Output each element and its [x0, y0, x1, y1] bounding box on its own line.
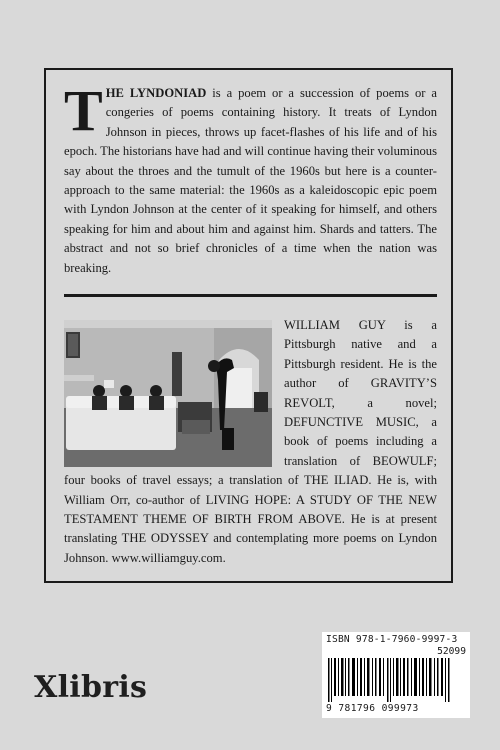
barcode-bars [326, 658, 466, 702]
book-blurb [64, 78, 437, 278]
author-bio-text: WILLIAM GUY is a Pittsburgh native and a Pittsburgh resident. He is the author of GRAVITY’S REVOLT, a novel; DEFUNCTIVE MUSIC, a book of poems including a translation of BEOWULF; four books of travel essays; a translation of THE ILIAD. He is, with William Orr, co-author of LIVING HOPE: A STUDY OF THE NEW TESTAMENT THEME OF BIRTH FROM ABOVE. He is at present translating THE ODYSSEY and contemplating more poems on Lyndon Johnson. www.williamguy.com. [64, 318, 437, 565]
book-title-lead: HE LYNDONIAD [105, 86, 207, 100]
section-divider [64, 294, 437, 297]
isbn-label: ISBN 978-1-7960-9997-3 [326, 634, 458, 645]
author-bio [64, 316, 437, 568]
photo-wrap-spacer [64, 316, 284, 468]
back-cover-panel [44, 68, 453, 583]
barcode [322, 632, 470, 718]
barcode-number: 9 781796 099973 [326, 703, 419, 714]
price-code: 52099 [437, 646, 466, 657]
drop-cap: T [64, 78, 103, 143]
publisher-logo: Xlibris [34, 670, 148, 705]
blurb-text: is a poem or a succession of poems or a congeries of poems containing history. It treats of Lyndon Johnson in pieces, throws up facet-flashes of his life and of his epoch. The historians have had and will continue having their voluminous say about the throes and the tumult of the 1960s but here is a counter-approach to the same material: the 1960s as a kaleidoscopic epic poem with Lyndon Johnson at the center of it speaking for himself, and others speaking for him and about him and against him. Shards and tatters. The abstract and not so brief chronicles of a time when the nation was breaking. [64, 86, 437, 275]
